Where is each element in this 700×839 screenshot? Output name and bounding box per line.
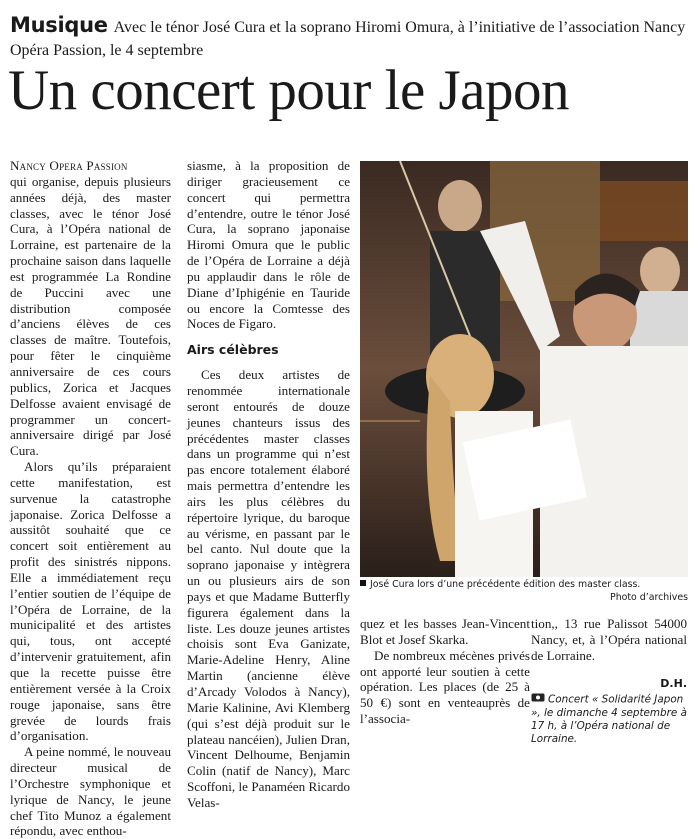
subheading: Airs célèbres	[187, 342, 279, 358]
paragraph: tion,, 13 rue Palissot 54000 Nancy, et, à l’Opéra national de Lorraine.	[531, 616, 687, 663]
paragraph	[10, 158, 171, 459]
event-info	[531, 693, 687, 746]
lead-smallcaps: Nancy Opera Passion	[10, 158, 128, 173]
photo-illustration	[360, 161, 688, 577]
event-info-text: Concert « Solidarité Japon », le dimanche 4 septembre à 17 h, à l’Opéra national de Lorraine.	[531, 693, 687, 745]
photo-caption	[360, 579, 688, 591]
article-column-4	[531, 616, 687, 746]
bullet-square-icon	[360, 580, 366, 586]
paragraph: siasme, à la proposition de diriger gracieusement ce concert qui permettra d’entendre, outre le ténor José Cura, la soprano japonaise Hiromi Omura que le public de l’Opéra de Lorraine a déjà pu applaudir dans le rôle de Diane d’Iphigénie en Tauride ou encore la Comtesse des Noces de Figaro.	[187, 158, 350, 332]
photo-credit: Photo d’archives	[610, 592, 688, 603]
caption-text: José Cura lors d’une précédente édition des master class.	[370, 579, 641, 590]
paragraph: quez et les basses Jean-Vincent Blot et Josef Skarka.	[360, 616, 530, 647]
paragraph: Ces deux artistes de renommée internationale seront entourés de douze jeunes chanteurs issus des précédentes master classes dans un programme qui n’est pas encore totalement élaboré mais permettra d’entendre les airs les plus célèbres du répertoire lyrique, du baroque au vérisme, en passant par le bel canto. Nul doute que la soprano japonaise y intègrera un ou plusieurs airs de son pays et que Madame Butterfly figurera également dans la liste. Les douze jeunes artistes choisis sont Eva Ganizate, Marie-Adeline Henry, Aline Martin (ancienne élève d’Arcady Volodos à Nancy), Marie Kalinine, Avi Klemberg (qui s’est déjà produit sur le plateau nancéien), Julien Dran, Vincent Delhoume, Benjamin Colin (natif de Nancy), Marc Scoffoni, le Panaméen Ricardo Velas-	[187, 367, 350, 810]
kicker-line	[10, 14, 694, 62]
article-column-1	[10, 158, 171, 839]
paragraph: A peine nommé, le nouveau directeur musical de l’Orchestre symphonique et lyrique de Nancy, le jeune chef Tito Munoz a également répondu, avec enthou-	[10, 744, 171, 839]
ticket-icon	[531, 693, 545, 706]
author-signature: D.H.	[660, 676, 687, 690]
paragraph-text: qui organise, depuis plusieurs années déjà, des master classes, avec le ténor José Cura, à l’Opéra national de Lorraine, est partenaire de la prochaine saison dans laquelle est programmée La Rondine de Puccini avec une distribution composée d’anciens élèves de ces classes de maître. Toutefois, pour fêter le cinquième anniversaire de ces cours publics, Zorica et Jacques Delfosse avaient envisagé de programmer un concert-anniversaire dirigé par José Cura.	[10, 173, 171, 459]
section-rubric: Musique	[10, 13, 108, 37]
paragraph: Alors qu’ils préparaient cette manifestation, est survenue la catastrophe japonaise. Zorica Delfosse a aussitôt souhaité que ce concert soit entièrement au profit des sinistrés nippons. Elle a immédiatement reçu l’entier soutien de l’équipe de l’Opéra de Lorraine, de la municipalité et des artistes qui, tous, ont accepté d’intervenir gratuitement, afin que la recette puisse être entièrement versée à la Croix rouge japonaise, sans être grevée de lourds frais d’organisation.	[10, 459, 171, 744]
headline: Un concert pour le Japon	[8, 59, 569, 122]
concert-photo	[360, 161, 688, 577]
kicker-text: Avec le ténor José Cura et la soprano Hiromi Omura, à l’initiative de l’association Nancy Opéra Passion, le 4 septembre	[10, 19, 686, 59]
article-column-3	[360, 616, 530, 727]
paragraph: De nombreux mécènes privés ont apporté leur soutien à cette opération. Les places (de 25 à 50 €) sont en venteauprès de l’associa-	[360, 647, 530, 727]
